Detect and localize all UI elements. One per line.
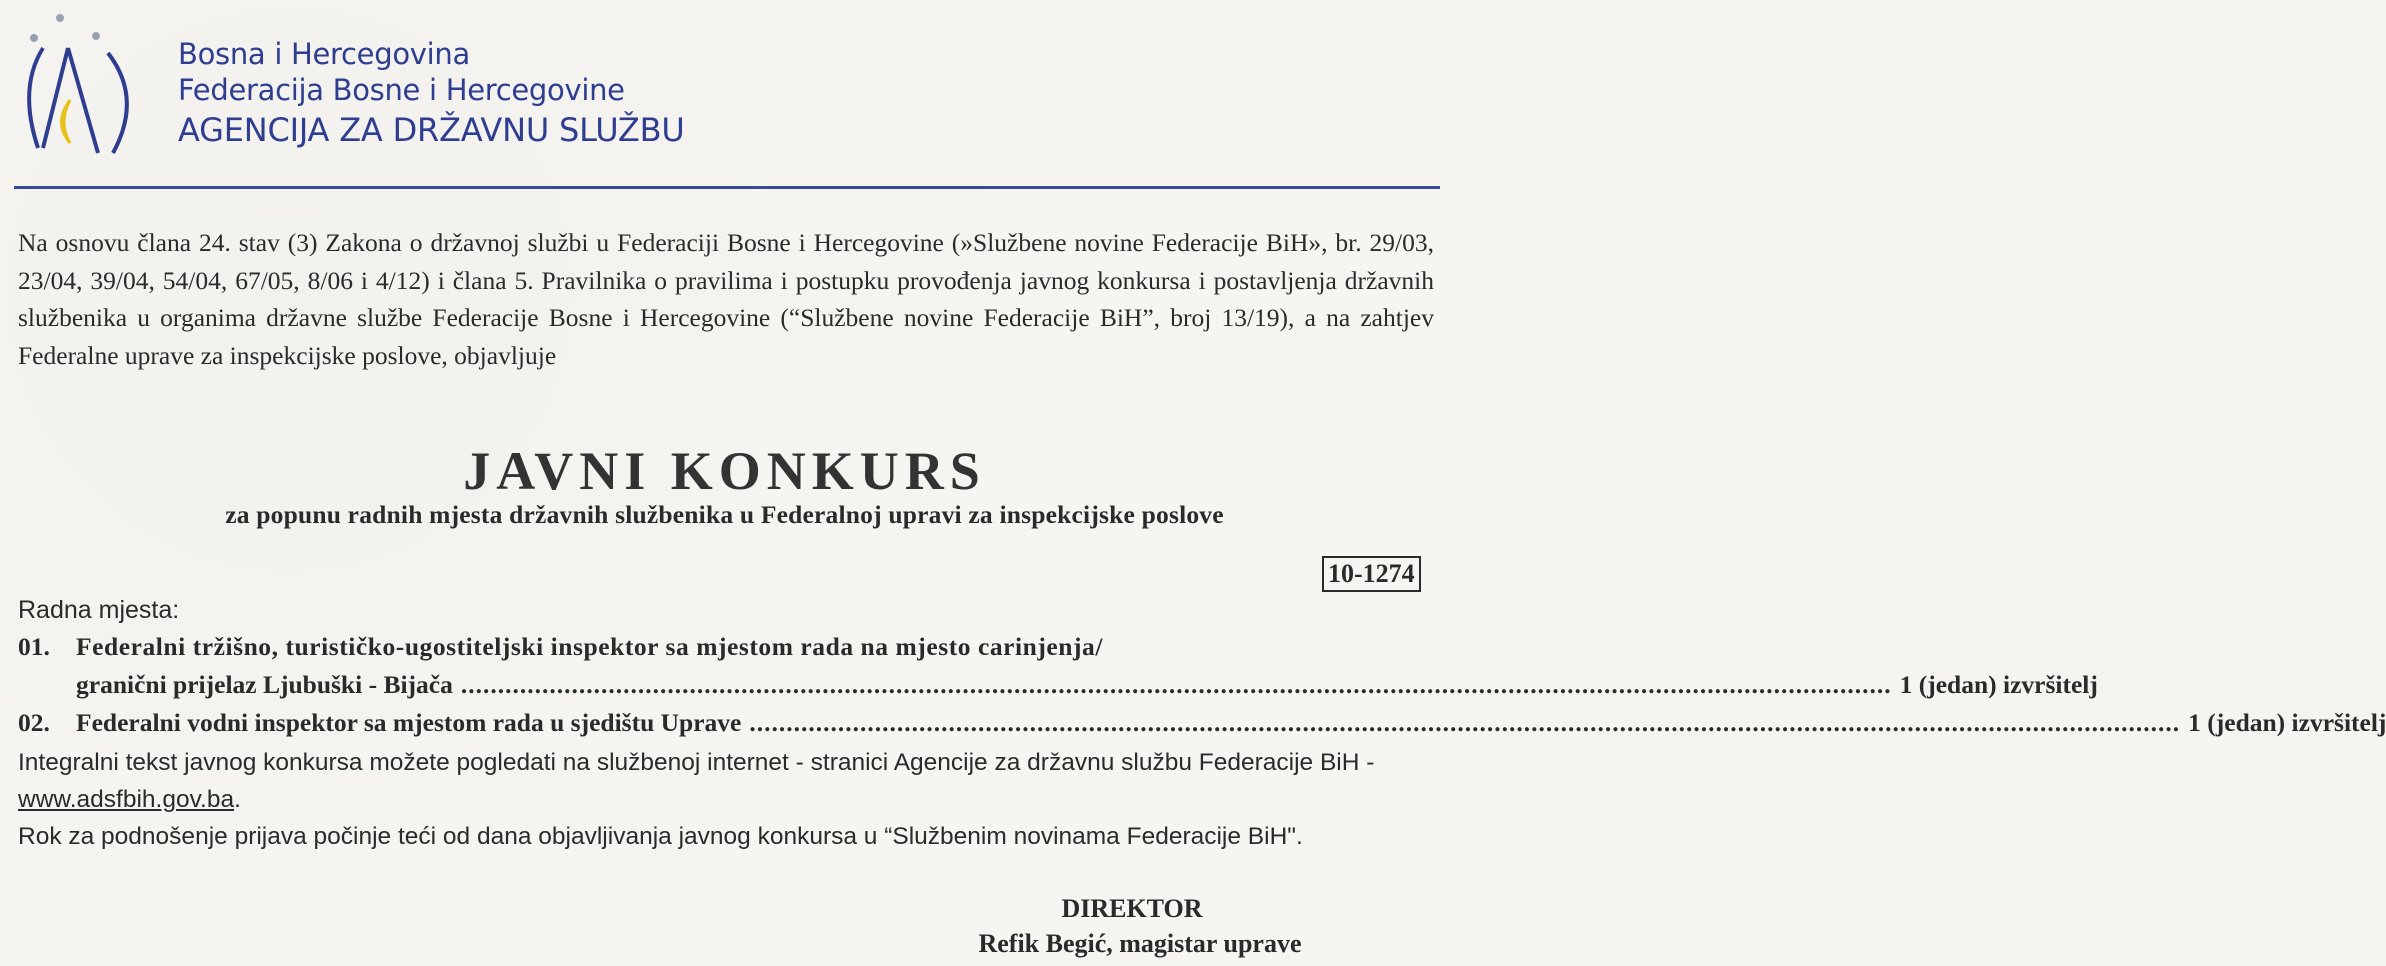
list-item — [18, 704, 2386, 742]
website-link[interactable]: www.adsfbih.gov.ba — [18, 786, 235, 813]
list-item — [18, 628, 2098, 704]
deadline-note: Rok za podnošenje prijava počinje teći od dana objavljivanja javnog konkursa u “Službenim novinama Federacije BiH". — [18, 823, 1303, 850]
position-count: 1 (jedan) izvršitelj — [2188, 708, 2386, 737]
position-title: Federalni tržišno, turističko-ugostiteljski inspektor sa mjestom rada na mjesto carinjenja/ — [76, 632, 1103, 661]
positions-list — [18, 628, 2386, 742]
header-agency: AGENCIJA ZA DRŽAVNU SLUŽBU — [178, 111, 685, 149]
header-country: Bosna i Hercegovina — [178, 37, 470, 71]
leader-dots — [749, 704, 2180, 742]
note-end: . — [234, 786, 241, 813]
preamble-paragraph: Na osnovu člana 24. stav (3) Zakona o državnoj službi u Federaciji Bosne i Hercegovine (»Službene novine Federacije BiH», br. 29/03, 23/04, 39/04, 54/04, 67/05, 8/06 i 4/12) i člana 5. Pravilnika o pravilima i postupku provođenja javnog konkursa i postavljenja državnih službenika u organima državne službe Federacije Bosne i Hercegovine (“Službene novine Federacije BiH”, broj 13/19), a na zahtjev Federalne uprave za inspekcijske poslove, objavljuje — [18, 228, 1434, 370]
leader-dots — [461, 666, 1892, 704]
note-text: Integralni tekst javnog konkursa možete pogledati na službenoj internet - stranici Agencije za državnu službu Federacije BiH - — [18, 749, 1375, 776]
position-number: 01. — [18, 632, 50, 661]
header-entity: Federacija Bosne i Hercegovine — [178, 73, 625, 107]
info-note — [18, 744, 1436, 818]
header-divider — [14, 186, 1440, 189]
page-subtitle: za popunu radnih mjesta državnih službenika u Federalnoj upravi za inspekcijske poslove — [225, 500, 1224, 529]
page-title: JAVNI KONKURS — [463, 441, 986, 501]
positions-label: Radna mjesta: — [18, 596, 180, 624]
agency-emblem-icon — [8, 8, 158, 168]
position-number: 02. — [18, 708, 50, 737]
reference-number-box: 10-1274 — [1322, 556, 1421, 592]
signature-name: Refik Begić, magistar uprave — [978, 929, 1302, 958]
position-count: 1 (jedan) izvršitelj — [1899, 670, 2098, 699]
position-title: Federalni vodni inspektor sa mjestom rada u sjedištu Uprave — [76, 708, 742, 737]
signature-title: DIREKTOR — [1061, 894, 1203, 923]
agency-header — [178, 36, 685, 152]
position-location: granični prijelaz Ljubuški - Bijača — [76, 670, 453, 699]
